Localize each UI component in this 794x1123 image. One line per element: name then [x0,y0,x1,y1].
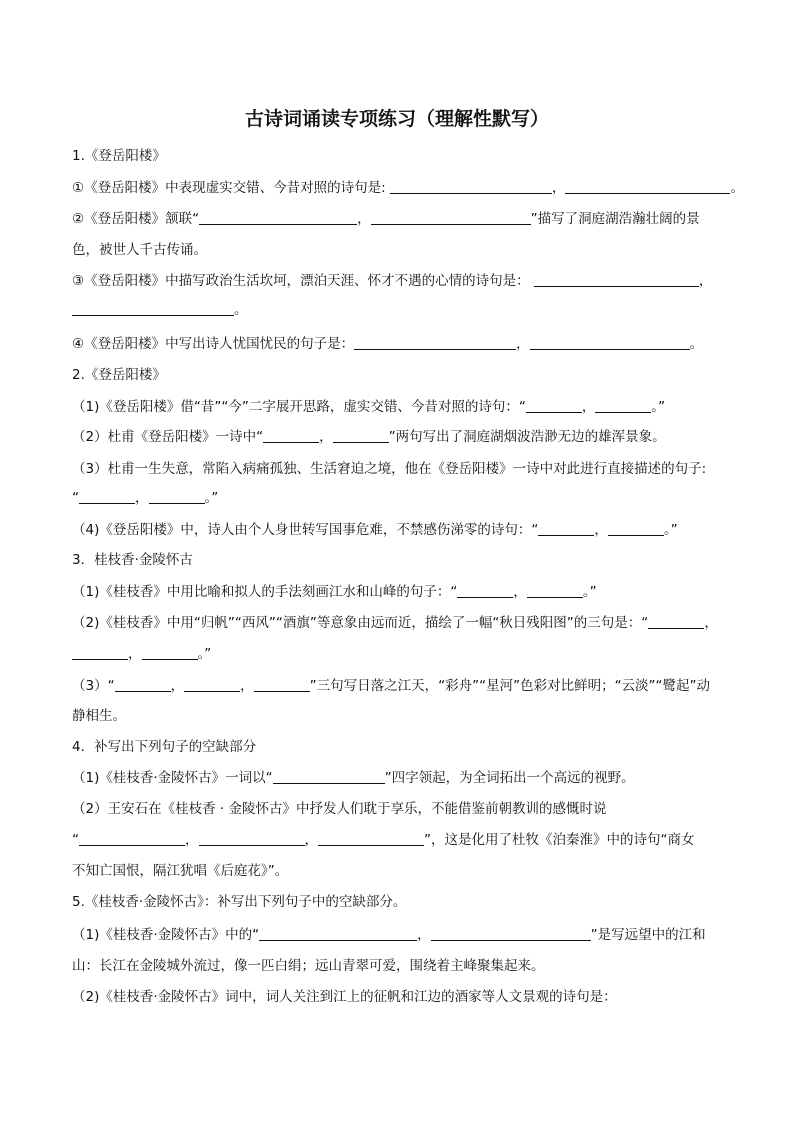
q1-item-2: ②《登岳阳楼》颔联“ ， ”描写了洞庭湖浩瀚壮阔的景 [72,211,700,227]
q5-item-1-cont: 山：长江在金陵城外流过，像一匹白绢；远山青翠可爱，围绕着主峰聚集起来。 [72,958,545,974]
q3-item-3-cont: 静相生。 [72,708,126,724]
q3-item-2-cont: ， 。” [72,644,732,664]
q1-item-4: ④《登岳阳楼》中写出诗人忧国忧民的句子是： ， 。 [72,336,704,352]
q4-item-2-cont: “ ， ， ”，这是化用了杜牧《泊秦淮》中的诗句“商女 [72,832,695,848]
answer-blank[interactable] [565,179,730,194]
q5-item-2: （2)《桂枝香·金陵怀古》词中，词人关注到江上的征帆和江边的酒家等人文景观的诗句是： [72,989,617,1005]
answer-blank[interactable] [530,335,690,350]
answer-blank[interactable] [263,428,319,443]
answer-blank[interactable] [79,831,185,846]
q4-item-1: （1)《桂枝香·金陵怀古》一词以“ ”四字领起，为全词拓出一个高远的视野。 [72,770,635,786]
answer-blank[interactable] [534,272,699,287]
answer-blank[interactable] [527,583,583,598]
q2-item-3-cont: “ ， 。” [72,490,219,506]
q3-item-3: （3）“ ， ， ”三句写日落之江天，“彩舟”“星河”色彩对比鲜明；“云淡”“鹭起”动 [72,678,711,694]
answer-blank[interactable] [318,831,424,846]
answer-blank[interactable] [333,428,389,443]
answer-blank[interactable] [648,614,704,629]
answer-blank[interactable] [457,583,513,598]
q1-item-2-cont: 色，被世人千古传诵。 [72,242,207,258]
answer-blank[interactable] [199,831,305,846]
answer-blank[interactable] [431,926,591,941]
answer-blank[interactable] [538,521,594,536]
answer-blank[interactable] [595,398,651,413]
answer-blank[interactable] [79,489,135,504]
q1-item-3: ③《登岳阳楼》中描写政治生活坎坷，漂泊天涯、怀才不遇的心情的诗句是： ， [72,273,713,289]
answer-blank[interactable] [149,489,205,504]
answer-blank[interactable] [608,521,664,536]
answer-blank[interactable] [72,301,234,316]
answer-blank[interactable] [526,398,582,413]
q3-item-1: （1)《桂枝香》中用比喻和拟人的手法刻画江水和山峰的句子：“ ， 。” [72,584,597,600]
answer-blank[interactable] [142,645,198,660]
answer-blank[interactable] [72,645,128,660]
answer-blank[interactable] [184,677,240,692]
answer-blank[interactable] [390,179,552,194]
q4-heading: 4．补写出下列句子的空缺部分 [72,739,257,755]
answer-blank[interactable] [273,769,385,784]
answer-blank[interactable] [354,335,516,350]
q5-heading: 5.《桂枝香·金陵怀古》：补写出下列句子中的空缺部分。 [72,894,407,910]
q3-item-2: （2)《桂枝香》中用“归帆”“西风”“酒旗”等意象由远而近，描绘了一幅“秋日残阳图”的三句是：“ ， [72,615,718,631]
answer-blank[interactable] [259,926,417,941]
q5-item-1: （1)《桂枝香·金陵怀古》中的“ ， ”是写远望中的江和 [72,927,706,943]
q3-heading: 3．桂枝香·金陵怀古 [72,552,193,568]
answer-blank[interactable] [371,210,531,225]
answer-blank[interactable] [199,210,357,225]
q2-item-1: （1)《登岳阳楼》借“昔”“今”二字展开思路，虚实交错、今昔对照的诗句：“ ， 。” [72,399,666,415]
answer-blank[interactable] [115,677,171,692]
q2-heading: 2.《登岳阳楼》 [72,367,166,383]
page-title: 古诗词诵读专项练习（理解性默写） [244,108,549,130]
q2-item-4: （4)《登岳阳楼》中，诗人由个人身世转写国事危难，不禁感伤涕零的诗句：“ ， 。” [72,522,678,538]
q1-heading: 1.《登岳阳楼》 [72,148,166,164]
q2-item-2: （2）杜甫《登岳阳楼》一诗中“ ， ”两句写出了洞庭湖烟波浩渺无边的雄浑景象。 [72,429,666,445]
q2-item-3: （3）杜甫一生失意，常陷入病痛孤独、生活窘迫之境，他在《登岳阳楼》一诗中对此进行直接描述的句子: [72,461,707,477]
q4-item-2-end: 不知亡国恨，隔江犹唱《后庭花》”。 [72,863,289,879]
q4-item-2: （2）王安石在《桂枝香 · 金陵怀古》中抒发人们耽于享乐，不能借鉴前朝教训的感慨时说 [72,801,607,817]
answer-blank[interactable] [254,677,310,692]
q1-item-1: ①《登岳阳楼》中表现虚实交错、今昔对照的诗句是: ， 。 [72,180,744,196]
q1-item-3-cont: 。 [72,300,732,320]
